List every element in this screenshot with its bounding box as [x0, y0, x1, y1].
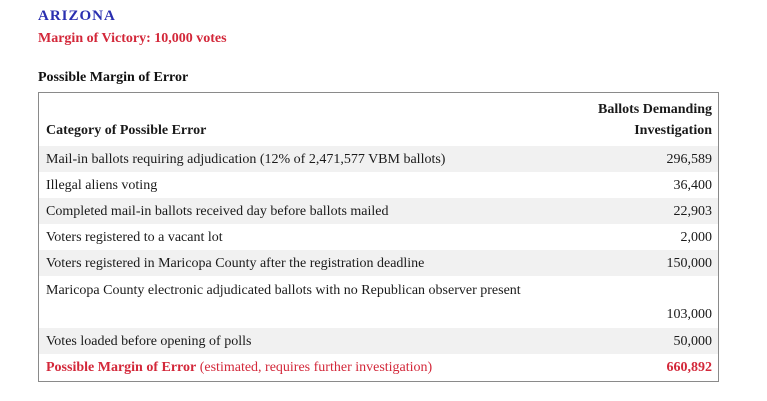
header-category: Category of Possible Error: [46, 123, 207, 138]
row-category: Voters registered in Maricopa County after the registration deadline: [46, 256, 425, 271]
total-category: [46, 358, 586, 377]
table-row: [39, 276, 718, 328]
error-table: [38, 92, 719, 382]
state-title: ARIZONA: [38, 8, 116, 24]
row-category: Maricopa County electronic adjudicated ballots with no Republican observer present: [46, 283, 521, 298]
row-category: Illegal aliens voting: [46, 178, 158, 193]
row-category: Mail-in ballots requiring adjudication (12% of 2,471,577 VBM ballots): [46, 152, 446, 167]
table-row: [39, 172, 718, 198]
table-row: [39, 198, 718, 224]
row-ballots: 50,000: [673, 334, 712, 349]
total-ballots: 660,892: [666, 360, 712, 375]
total-row: [39, 354, 718, 380]
margin-of-victory: Margin of Victory: 10,000 votes: [38, 31, 227, 46]
row-ballots: 103,000: [666, 307, 712, 322]
table-header-row: [39, 93, 718, 146]
table-row: [39, 328, 718, 354]
total-note: (estimated, requires further investigation): [199, 360, 433, 375]
section-title: Possible Margin of Error: [38, 70, 189, 85]
header-ballots: Ballots Demanding Investigation: [598, 102, 712, 138]
row-category: Completed mail-in ballots received day before ballots mailed: [46, 204, 389, 219]
row-ballots: 296,589: [666, 152, 712, 167]
row-ballots: 150,000: [666, 256, 712, 271]
table-body: [39, 146, 718, 380]
row-ballots: 2,000: [680, 230, 712, 245]
table-row: [39, 250, 718, 276]
row-category: Voters registered to a vacant lot: [46, 230, 223, 245]
row-ballots: 36,400: [673, 178, 712, 193]
row-ballots: 22,903: [673, 204, 712, 219]
row-category: Votes loaded before opening of polls: [46, 334, 252, 349]
total-label: Possible Margin of Error: [46, 360, 197, 375]
table-row: [39, 146, 718, 172]
table-row: [39, 224, 718, 250]
